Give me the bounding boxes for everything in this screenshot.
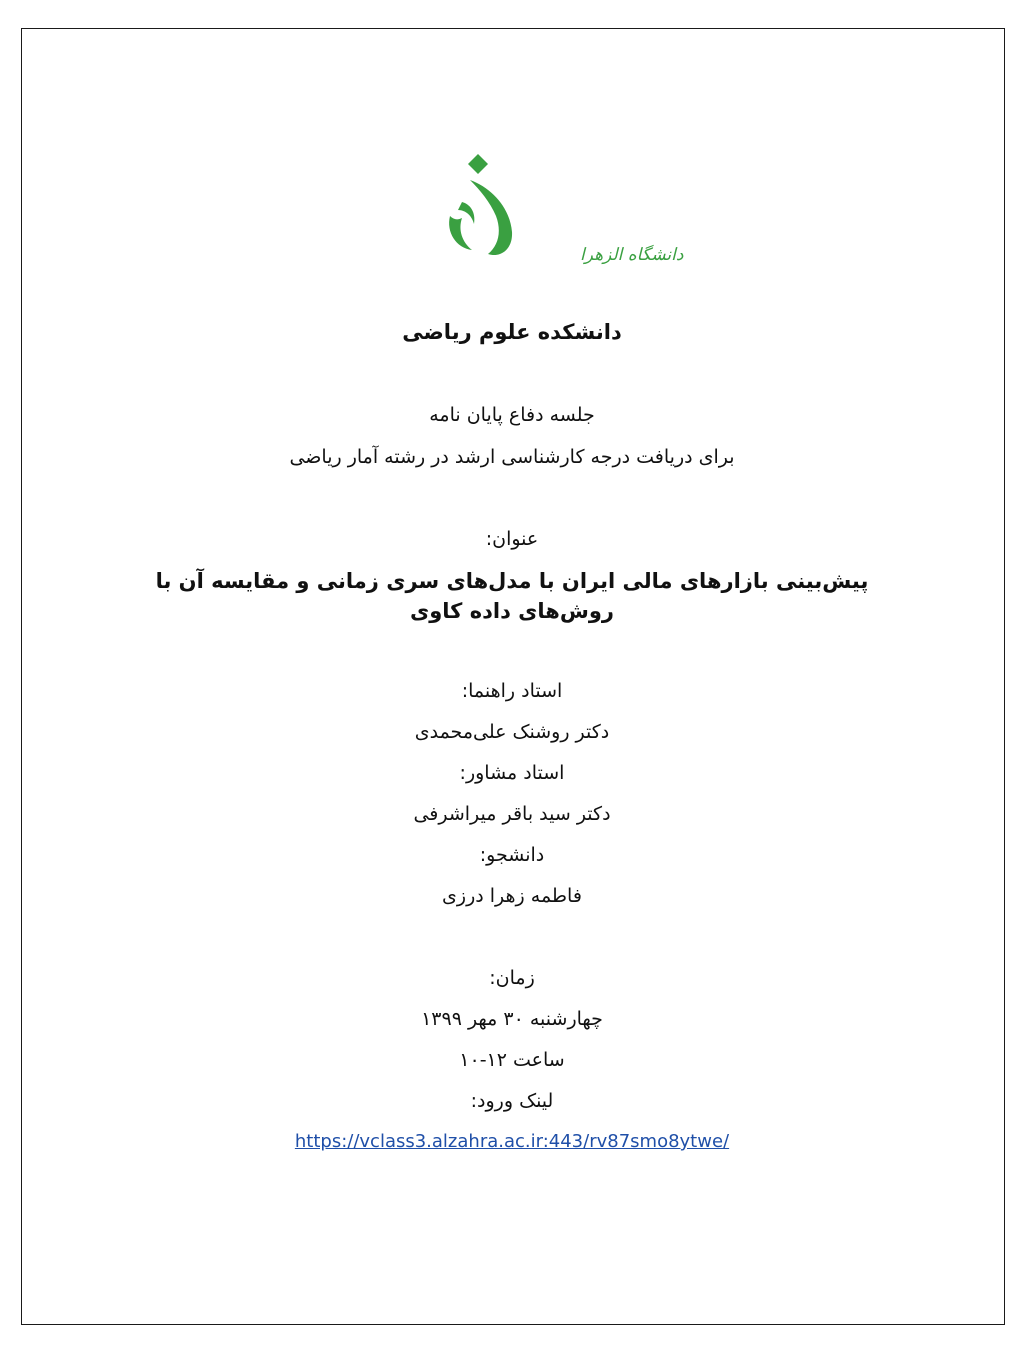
time-label: زمان: bbox=[489, 967, 535, 989]
link-row bbox=[0, 1131, 1024, 1152]
meeting-link[interactable]: https://vclass3.alzahra.ac.ir:443/rv87smo8ytwe/ bbox=[294, 1131, 730, 1152]
degree-line: برای دریافت درجه کارشناسی ارشد در رشته آمار ریاضی bbox=[289, 446, 735, 468]
student-name: فاطمه زهرا درزی bbox=[442, 885, 582, 907]
logo-text: دانشگاه الزهرا bbox=[580, 245, 684, 265]
supervisor-label: استاد راهنما: bbox=[461, 680, 563, 702]
supervisor-name: دکتر روشنک علی‌محمدی bbox=[414, 721, 610, 743]
university-logo bbox=[440, 150, 684, 275]
title-label: عنوان: bbox=[485, 528, 539, 550]
student-label: دانشجو: bbox=[479, 844, 545, 866]
faculty-name: دانشکده علوم ریاضی bbox=[402, 320, 622, 344]
defense-hour: ساعت ۱۲-۱۰ bbox=[459, 1049, 565, 1071]
advisor-label: استاد مشاور: bbox=[459, 762, 565, 784]
defense-date: چهارشنبه ۳۰ مهر ۱۳۹۹ bbox=[421, 1008, 603, 1030]
thesis-title: پیش‌بینی بازارهای مالی ایران با مدل‌های سری زمانی و مقایسه آن با روش‌های داده کاوی bbox=[155, 569, 869, 623]
link-label: لینک ورود: bbox=[470, 1090, 554, 1112]
advisor-name: دکتر سید باقر میراشرفی bbox=[413, 803, 611, 825]
alzahra-logo-icon bbox=[440, 150, 684, 275]
session-heading: جلسه دفاع پایان نامه bbox=[429, 404, 595, 426]
